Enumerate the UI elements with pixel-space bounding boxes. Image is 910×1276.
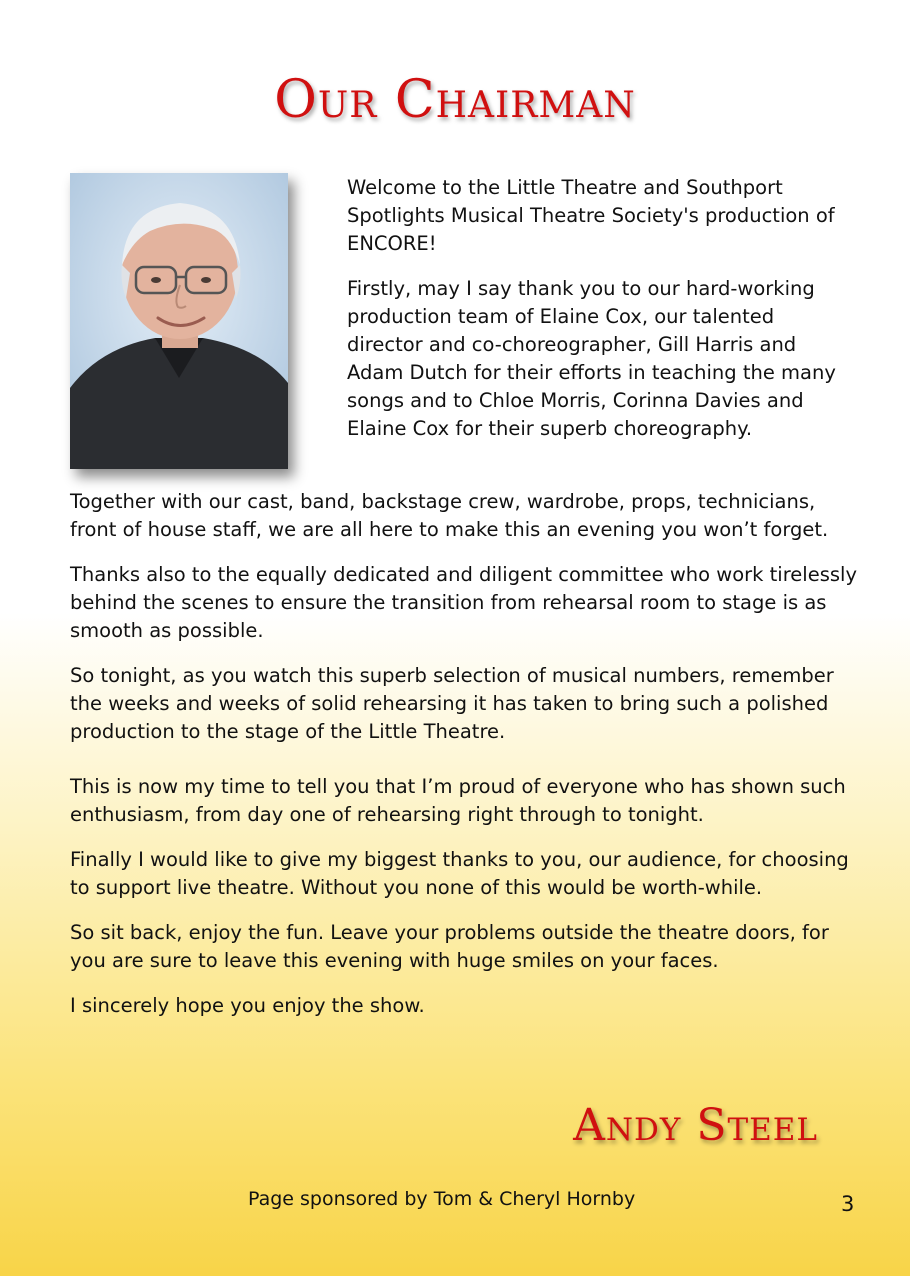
body-paragraph: Thanks also to the equally dedicated and diligent committee who work tirelessly behind the scenes to ensure the transition from rehearsal room to stage is as smooth as possible.	[70, 563, 857, 642]
body-paragraph: Together with our cast, band, backstage crew, wardrobe, props, technicians, front of house staff, we are all here to make this an evening you won’t forget.	[70, 490, 829, 541]
body-text	[70, 488, 860, 1037]
intro-text	[347, 174, 847, 460]
body-paragraph: This is now my time to tell you that I’m proud of everyone who has shown such enthusiasm, from day one of rehearsing right through to tonight.	[70, 775, 846, 826]
chairman-photo	[70, 173, 288, 469]
body-paragraph: So sit back, enjoy the fun. Leave your problems outside the theatre doors, for you are sure to leave this evening with huge smiles on your faces.	[70, 921, 829, 972]
body-paragraph: So tonight, as you watch this superb selection of musical numbers, remember the weeks and weeks of solid rehearsing it has taken to bring such a polished production to the stage of the Little Theatre.	[70, 664, 834, 743]
body-paragraph: I sincerely hope you enjoy the show.	[70, 994, 425, 1017]
page-number: 3	[841, 1192, 855, 1216]
intro-paragraph: Welcome to the Little Theatre and Southport Spotlights Musical Theatre Society's production of ENCORE!	[347, 176, 835, 255]
signature: Andy Steel	[573, 1100, 818, 1151]
page-title: Our Chairman	[274, 70, 636, 130]
body-paragraph: Finally I would like to give my biggest thanks to you, our audience, for choosing to support live theatre. Without you none of this would be worth-while.	[70, 848, 849, 899]
sponsor-footer: Page sponsored by Tom & Cheryl Hornby	[248, 1188, 636, 1210]
intro-paragraph: Firstly, may I say thank you to our hard-working production team of Elaine Cox, our talented director and co-choreographer, Gill Harris and Adam Dutch for their efforts in teaching the many songs and to Chloe Morris, Corinna Davies and Elaine Cox for their superb choreography.	[347, 277, 836, 440]
